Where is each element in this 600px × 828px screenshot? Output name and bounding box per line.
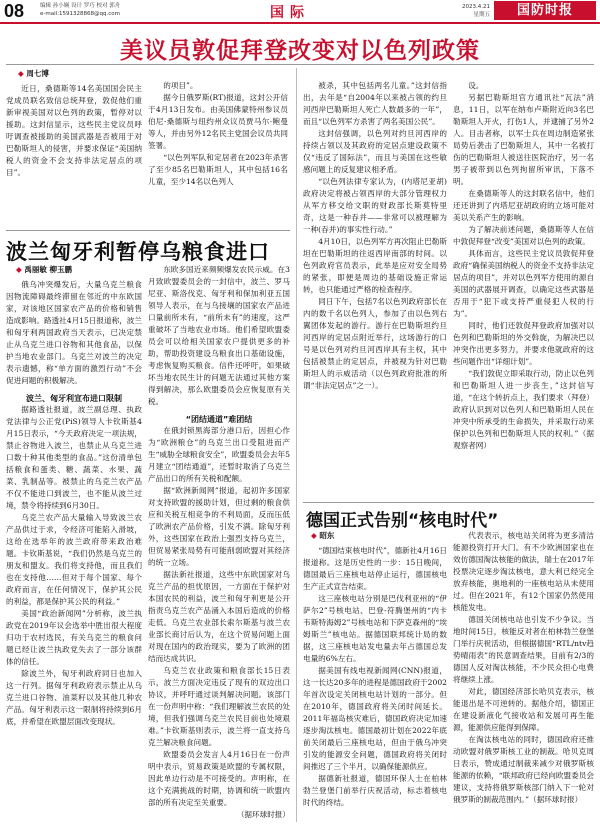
paragraph: 设。	[468, 81, 484, 90]
section-title: 国际	[270, 5, 310, 21]
paragraph: 据路透社报道，波兰副总理、执政党法律与公正党(PiS)领导人卡钦斯基4月15日表示，“今天政府决定一项法规，禁止谷物进入波兰，也禁止从乌克兰进口数十种其他类型的食品。”这份清单包括粮食和蛋类、糖、蔬菜、水果、蔬菜、乳制品等。被禁止的乌克兰农产品不仅不能进口到波兰，也不能从波兰过境，禁令将持续到6月30日。	[6, 405, 142, 510]
paragraph: 据法新社报道，这些中东欧国家对乌克兰产品的担忧原因，一方面在于保护对本国农民的利益，波兰和匈牙利更是公开指责乌克兰农产品涌入本国后造成的价格走低。乌克兰农业部长索尔斯基与波兰农业部长商讨后认为，在这个贸易问题上面对现在国内的政治现实，要为了欧洲的团结而达成共识。	[148, 570, 290, 663]
paragraph: 为了解决前述问题，桑德斯等人在信中敦促拜登“改变”美国对以色列的政策。	[453, 225, 594, 246]
paragraph: 代表表示，核电站关闭将为更多清洁能源投资打开大门。有不少欧洲国家也在效仿德国淘汰核能的做法，瑞士在2017年投票决定逐步淘汰核电，意大利已经完全放弃核能，奥地利的一座核电站从未使用过。但在2021年，有12个国家仍然使用核能发电。	[453, 531, 594, 612]
paragraph: 4月10日，以色列军方再次阻止巴勒斯坦在巴勒斯坦的往返西岸南部的时间。以色列政府官员表示，此举是应对安全局势的紧张，即便是周边的基础设施正常运转，也只能通过严格的检查程序。	[303, 237, 447, 294]
article2-top-rule	[6, 230, 290, 231]
page-header	[0, 0, 600, 22]
article1-col3	[303, 80, 447, 500]
column-divider	[296, 68, 297, 822]
date-line2: 星期五	[473, 12, 490, 18]
article3-top-rule	[303, 502, 594, 503]
article2-headline: 波兰匈牙利暂停乌粮食进口	[6, 240, 270, 264]
article2-col2	[148, 264, 290, 824]
paragraph: 据美国有线电视新闻网(CNN)报道，这一长达20多年的进程是德国政府于2002年首次设定关闭核电站计划的一部分。但在2010年，德国政府将关闭时间延长。2011年福岛核灾难后，德国政府决定加速逐步淘汰核电。德国最初计划在2022年底前关闭最后三座核电站，但由于俄乌冲突引发的能源安全问题，德国政府将关闭时间推迟了三个半月，以确保能源供应。	[303, 666, 447, 771]
page-number: 08	[4, 1, 25, 21]
article3-headline: 德国正式告别“核电时代”	[306, 511, 499, 531]
paragraph: 的项目”。	[163, 81, 198, 90]
byline-diamond-icon: ◆	[18, 69, 24, 78]
paragraph: 同日下午，包括7名以色列政府部长在内的数千名以色列人，参加了由以色列右翼团体发起的游行。游行在巴勒斯坦约旦河西岸的定居点附近举行，这场游行的口号是以色列对约旦河西岸具有主权，其中包括被禁止的定居点，并被视为针对巴勒斯坦人的示威活动（以色列政府批准的所谓“非法定居点”之一）。	[303, 297, 447, 390]
article2-subhead2: “团结通道”难团结	[185, 415, 253, 424]
article1-byline	[6, 68, 142, 79]
paragraph: 这封信强调，以色列对约旦河西岸的持续占领以及其政府的定居点建设政策不仅“违反了国际法”，而且与美国在这些敏感问题上的反复建议相矛盾。	[303, 129, 447, 174]
article3-col1	[303, 530, 447, 824]
edit-info	[40, 2, 120, 18]
paragraph: 在淘汰核电站的同时，德国政府还推动欧盟对俄罗斯核工业的制裁。哈贝克周日表示，赞成通过制裁来减少对俄罗斯核能源的依赖，“联邦政府已经向欧盟委员会建议，支持将俄罗斯核部门纳入下一轮对俄罗斯的制裁范围内。”（据环球时报）	[453, 735, 594, 804]
article1-byline-text: 周七博	[26, 69, 49, 78]
paragraph: 乌克兰农产品大量输入导致波兰农产品供过于求，令经济可能陷入滑坡，这给在选举年的波兰政府带来政治难题。卡钦斯基说，“我们仍然是乌克兰的朋友和盟友。我们将支持他，而且我们也在支持他……但对于每个国家、每个政府而言，在任何情况下，保护其公民的利益，都是保护其公民的利益。”	[6, 513, 142, 606]
paragraph: 另据巴勒斯坦官方通讯社“瓦法”消息，11日，以军在纳布卢斯附近向3名巴勒斯坦人开火，打伤1人，并逮捕了另外2人。目击者称，以军士兵在周边制造紧张局势后袭击了巴勒斯坦人，其中一名被打伤的巴勒斯坦人被送往医院治疗，另一名男子被带到以色列拘留所审讯，下落不明。	[453, 93, 594, 186]
article1-col2	[148, 80, 288, 230]
article2-byline	[6, 264, 142, 275]
paragraph: “德国结束核电时代”，德新社4月16日报道称。这是历史性的一步：15日晚间，德国最后三座核电站停止运行，德国核电生产正式宣告结束。	[303, 546, 447, 591]
paragraph: 同时，他们还敦促拜登政府加强对以色列和巴勒斯坦的外交斡旋，为解决巴以冲突作出更多努力，并要求他就政府的这些问题作出“详细计划”。	[453, 321, 594, 366]
article2-subhead1: 波兰、匈牙利宣布进口限制	[26, 394, 122, 403]
article2-byline-text: 禹丽敏 柳玉鹏	[24, 265, 73, 274]
article3-col2	[453, 530, 594, 824]
article2-source: （据环球时报）	[236, 810, 290, 819]
paragraph: 这三座核电站分别是巴伐利亚州的“伊萨尔2”号核电站、巴登-符腾堡州的“内卡韦斯特海姆2”号核电站和下萨克森州的“埃姆斯兰”核电站。据德国联邦统计局的数据，这三座核电站发电量去年占德国总发电量的6%左右。	[303, 594, 447, 663]
paragraph: 据“欧洲新闻网”报道，起初许多国家对支持欧盟的援助计划，但过剩的粮食供应和关税互相竞争的不利局面，反而压低了欧洲农产品价格，引发不满。除匈牙利外，这些国家在政治上强烈支持乌克兰，但贸易紧张局势有可能削弱欧盟对其经济的统一立场。	[148, 486, 290, 567]
article1-col1	[6, 68, 142, 228]
paragraph: 东欧多国近来频频爆发农民示威。在3月致欧盟委员会的一封信中，波兰、罗马尼亚、斯洛伐克、匈牙利和保加利亚五国领导人表示，在与乌接壤的国家农产品进口量前所未有，“前所未有”的速度，这严重破坏了当地农业市场。他们希望欧盟委员会可以给相关国家农户提供更多的补助，帮助投资建设乌粮食出口基础设施，考虑恢复购买粮食。信件还呼吁，如果破坏当地农民生计的问题无法通过其他方案得到解决，那么欧盟委员会应恢复原有关税。	[148, 265, 290, 406]
paragraph: 俄乌冲突爆发后，大量乌克兰粮食因物流障碍最终滞留在邻近的中东欧国家，对该地区国家农产品的价格和销售造成影响。路透社4月15日报道称，波兰和匈牙利两国政府当天表示，已决定禁止从乌克兰进口谷物和其他食品，以保护当地农业部门。乌克兰对波兰的决定表示遗憾，称“单方面的激烈行动”不会促进问题的积极解决。	[6, 280, 142, 385]
paragraph: “我们敦促立即采取行动，防止以色列和巴勒斯坦人进一步丧生，”这封信写道，“在这个转折点上，我们要求（拜登）政府认识到对以色列人和巴勒斯坦人民在冲突中所承受的生命损失，并采取行动来保护以色列和巴勒斯坦人民的权利。”（据观察者网）	[453, 369, 594, 450]
paragraph: 除波兰外，匈牙利政府同日也加入这一行列。据匈牙利政府表示禁止从乌克兰进口谷物、油菜籽以及其他几种农产品。匈牙利表示这一限制将持续到6月底，并希望在欧盟层面改变现状。	[6, 669, 142, 726]
edit-info-line2: e-mail:1591328868@qq.com	[40, 11, 120, 17]
article1-headline: 美议员敦促拜登改变对以色列政策	[120, 38, 480, 64]
byline-diamond-icon: ◆	[16, 265, 22, 274]
paragraph: 乌克兰农业政策和粮食部长15日表示，波兰方面决定违反了现有的双边出口协议，并呼吁通过谈判解决问题。该部门在一份声明中称：“我们理解波兰农民的处境，但我们强调乌克兰农民目前也处境艰难。”卡钦斯基则表示，波兰将一直支持乌克兰解决粮食问题。	[148, 666, 290, 747]
paragraph: 在桑德斯等人的这封联名信中，他们还还讲到了内塔尼亚胡政府的立场可能对美以关系产生的影响。	[453, 189, 594, 222]
article3-byline	[303, 530, 447, 541]
paragraph: 被杀，其中包括两名儿童。”这封信指出，去年是“自2004年以来被占领的约旦河西岸巴勒斯坦人死亡人数最多的一年”，而且“以色列军方杀害了两名美国公民”。	[303, 81, 447, 126]
byline-diamond-icon: ◆	[311, 531, 317, 540]
edit-info-line1: 编辑 孙小娴 设计 罗巧 校对 郭舟	[40, 3, 121, 9]
article1-col4	[453, 80, 594, 500]
issue-date	[440, 3, 490, 19]
header-rule	[0, 22, 600, 24]
paragraph: 对此，德国经济部长哈贝克表示，核能退出是不可逆转的。据他介绍，德国正在建设新液化气接收站和发展可再生能源，能源供应能得到保障。	[453, 687, 594, 732]
paragraph: 据德新社报道，德国环保人士在柏林勃兰登堡门前举行庆祝活动，标志着核电时代的终结。	[303, 774, 447, 807]
paragraph: 欧盟委员会发言人4月16日在一份声明中表示，贸易政策是欧盟的专属权限，因此单边行动是不可接受的。声明称，在这个充满挑战的时期，协调和统一欧盟内部的所有决定至关重要。	[148, 750, 290, 807]
article3-byline-text: 昭东	[319, 531, 335, 540]
paragraph: 具体而言，这些民主党议员敦促拜登政府“确保美国纳税人的资金不支持非法定居点的项目”，并对以色列军方使用的源自美国的武器展开调查，以确定这些武器是否用于“犯下或支持严重侵犯人权的行为”。	[453, 249, 594, 318]
paragraph: 德国关闭核电站也引发不少争议。当地时间15日，核能反对者在柏林勃兰登堡门举行庆祝活动，但根据德国“RTL/ntv趋势晴雨表”的民意调查结果，目前有2/3的德国人反对淘汰核能，不少民众担心电费将继续上涨。	[453, 615, 594, 684]
paragraph: “以色列法律专家认为，(内塔尼亚胡)政府决定将被占领西岸的大部分管理权力从军方移交给文职的财政部长斯莫特里奇，这是一种吞并——非常可以被理解为一种(吞并)的事实性行动。”	[303, 177, 447, 234]
headline-divider	[6, 64, 594, 65]
paragraph: 近日，桑德斯等14名美国国会民主党成员联名致信总统拜登，敦促他们重新审视美国对以色列的政策，暂停对以援助。这封信显示，这些民主党议员呼吁调查被援助的美国武器是否被用于对巴勒斯坦人的侵害，并要求保证“美国纳税人的资金不会支持非法定居点的项目”。	[6, 84, 142, 177]
date-line1: 2023.4.21	[462, 4, 490, 10]
newspaper-logo: 国防时报	[494, 1, 596, 20]
paragraph: 在俄封锁黑海部分港口后，因担心作为“欧洲粮仓”的乌克兰出口受阻进而产生“威胁全球粮食安全”，欧盟委员会去年5月建立“团结通道”，还暂时取消了乌克兰产品出口的所有关税和配额。	[148, 426, 290, 483]
paragraph: 美国“政治新闻网”分析称，波兰执政党在2019年议会选举中胜出很大程度归功于农村选民，有关乌克兰的粮食问题已经让波兰执政党失去了一部分该群体的信任。	[6, 609, 142, 666]
paragraph: 据今日俄罗斯(RT)报道，这封公开信于4月13日发布。由美国佛蒙特州参议员伯尼·桑德斯与纽约州众议员贾马尔·鲍曼等人，并由另外12名民主党国会议员共同签署。	[148, 93, 288, 150]
paragraph: “以色列军队和定居者在2023年杀害了至少85名巴勒斯坦人，其中包括16名儿童，至少14名以色列人	[148, 153, 288, 186]
article2-col1	[6, 264, 142, 824]
